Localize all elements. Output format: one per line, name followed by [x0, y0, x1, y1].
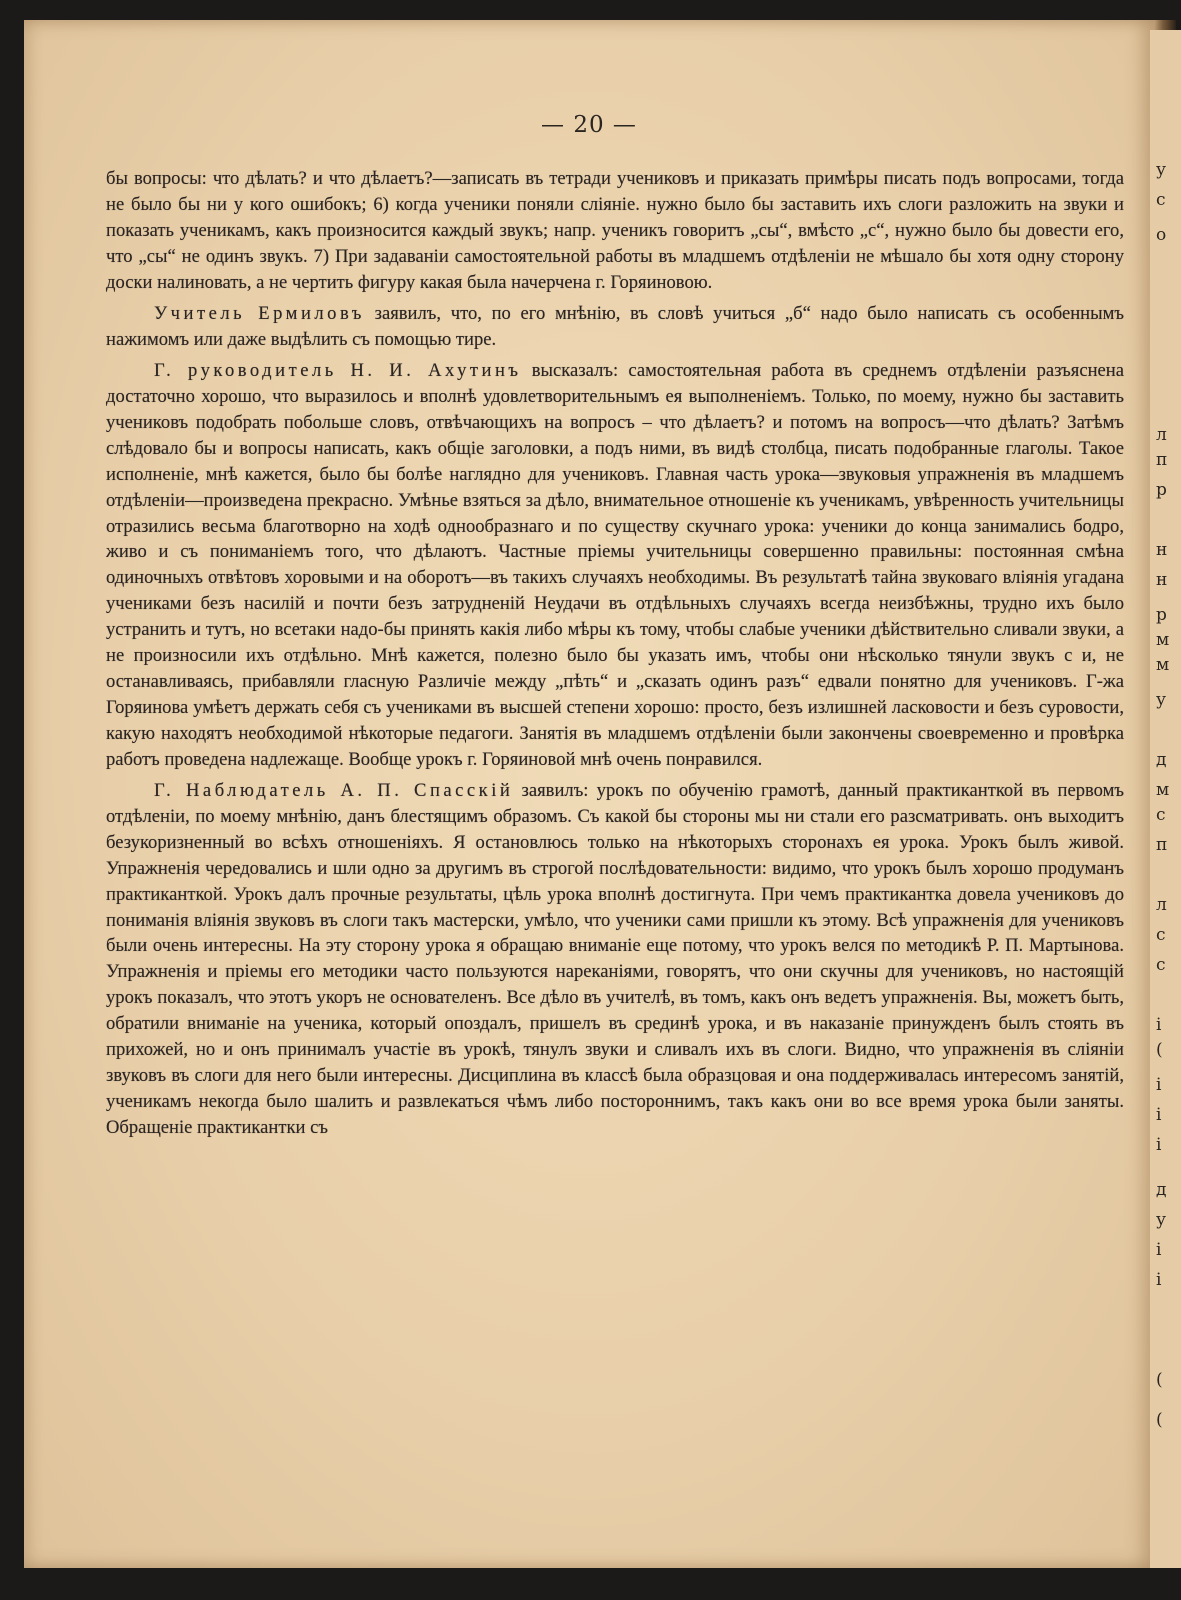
- next-page-margin-letter: с: [1156, 925, 1166, 945]
- paragraph-3: [106, 358, 1124, 773]
- next-page-margin-letter: і: [1156, 1105, 1162, 1125]
- next-page-margin-letter: у: [1156, 690, 1167, 710]
- next-page-margin-letter: (: [1156, 1370, 1163, 1390]
- next-page-margin-letter: (: [1156, 1410, 1163, 1430]
- next-page-margin-letter: п: [1156, 835, 1168, 855]
- next-page-margin-letter: с: [1156, 805, 1166, 825]
- next-page-margin-letter: н: [1156, 570, 1168, 590]
- paragraph-4-lead: Г. Наблюдатель А. П. Спасскій: [154, 780, 514, 802]
- next-page-margin-letter: д: [1156, 1180, 1167, 1200]
- paragraph-1-text: бы вопросы: что дѣлать? и что дѣлаетъ?—записать въ тетради учениковъ и приказать примѣры писать подъ вопросами, тогда не было бы ни у кого ошибокъ; 6) когда ученики поняли сліяніе. нужно было бы заставить ихъ слоги разложить на звуки и показать ученикамъ, какъ произносится каждый звукъ; напр. ученикъ говоритъ „сы“, вмѣсто „с“, нужно было бы довести его, что „сы“ не одинъ звукъ. 7) При задаваніи самостоятельной работы въ младшемъ отдѣленіи не мѣшало бы хотя одну сторону доски налиновать, а не чертить фигуру какая была начерчена г. Горяиновою.: [106, 168, 1124, 293]
- paragraph-2-text: заявилъ, что, по его мнѣнію, въ словѣ учиться „б“ надо было написать съ особеннымъ нажимомъ или даже выдѣлить съ помощью тире.: [106, 302, 1124, 350]
- next-page-margin-letter: м: [1156, 780, 1170, 800]
- page-number: — 20 —: [541, 112, 637, 138]
- body-text: [106, 166, 1124, 1146]
- next-page-margin-letter: м: [1156, 630, 1170, 650]
- paragraph-3-lead: Г. руководитель Н. И. Ахутинъ: [154, 360, 522, 382]
- next-page-margin-letter: у: [1156, 160, 1167, 180]
- next-page-margin-letter: у: [1156, 1210, 1167, 1230]
- next-page-margin-letter: і: [1156, 1270, 1162, 1290]
- paragraph-2-lead: Учитель Ермиловъ: [154, 302, 365, 324]
- next-page-margin-letter: і: [1156, 1075, 1162, 1095]
- next-page-margin-letter: р: [1156, 605, 1167, 625]
- next-page-margin-letter: л: [1156, 425, 1167, 445]
- next-page-margin-letter: м: [1156, 655, 1170, 675]
- next-page-margin-letter: (: [1156, 1040, 1163, 1060]
- paragraph-4: [106, 778, 1124, 1141]
- paragraph-4-text: заявилъ: урокъ по обученію грамотѣ, данный практиканткой въ первомъ отдѣленіи, по моему мнѣнію, данъ блестящимъ образомъ. Съ какой бы стороны мы ни стали его разсматривать. онъ выходитъ безукоризненный во всѣхъ отношеніяхъ. Я остановлюсь только на нѣкоторыхъ сторонахъ ея урока. Урокъ былъ живой. Упражненія чередовались и шли одно за другимъ въ строгой послѣдовательности: видимо, что урокъ былъ хорошо продуманъ практиканткой. Урокъ далъ прочные результаты, цѣль урока вполнѣ достигнута. При чемъ практикантка довела учениковъ до пониманія вліянія звуковъ въ слоги такъ мастерски, умѣло, что ученики сами пришли къ этому. Всѣ упражненія для учениковъ были очень интересны. На эту сторону урока я обращаю вниманіе еще потому, что урокъ велся по методикѣ Р. П. Мартынова. Упражненія и пріемы его методики часто пользуются нареканіями, говорятъ, что они скучны для учениковъ, но настоящій урокъ показалъ, что этотъ укоръ не основателенъ. Все дѣло въ учителѣ, въ томъ, какъ онъ ведетъ упражненія. Вы, можетъ быть, обратили вниманіе на ученика, который опоздалъ, пришелъ въ срединѣ урока, и въ наказаніе принужденъ былъ стоять въ прихожей, но и онъ принималъ участіе въ урокѣ, тянулъ звуки и сливалъ ихъ въ слоги. Видно, что упражненія въ сліяніи звуковъ въ слоги для него были интересны. Дисциплина въ классѣ была образцовая и она поддерживалась интересомъ занятій, ученикамъ некогда было шалить и развлекаться чѣмъ либо постороннимъ, такъ какъ они во все время урока были заняты. Обращеніе практикантки съ: [106, 780, 1124, 1138]
- next-page-margin-letter: д: [1156, 750, 1167, 770]
- next-page-margin-letter: і: [1156, 1015, 1162, 1035]
- next-page-edge: [1150, 30, 1181, 1568]
- next-page-margin-letter: і: [1156, 1240, 1162, 1260]
- next-page-margin-letter: с: [1156, 955, 1166, 975]
- paragraph-2: [106, 301, 1124, 353]
- paragraph-1: [106, 166, 1124, 296]
- next-page-margin-letter: о: [1156, 225, 1167, 245]
- next-page-margin-letter: н: [1156, 540, 1168, 560]
- paragraph-3-text: высказалъ: самостоятельная работа въ среднемъ отдѣленіи разъяснена достаточно хорошо, что выразилось и вполнѣ удовлетворительнымъ ея выполненіемъ. Только, по моему, нужно бы заставить учениковъ подобрать побольше словъ, отвѣчающихъ на вопросъ – что дѣлаетъ? и потомъ на вопросъ—что дѣлать? Затѣмъ слѣдовало бы и вопросы написать, какъ общіе заголовки, а подъ ними, въ видѣ столбца, писать подобранные глаголы. Такое исполненіе, мнѣ кажется, было бы болѣе наглядно для учениковъ. Главная часть урока—звуковыя упражненія въ младшемъ отдѣленіи—произведена прекрасно. Умѣнье взяться за дѣло, внимательное отношеніе къ ученикамъ, увѣренность учительницы отразились весьма благотворно на ходѣ однообразнаго и по существу скучнаго урока: ученики до конца занимались бодро, живо и съ пониманіемъ того, что дѣлаютъ. Частные пріемы учительницы совершенно правильны: постоянная смѣна одиночныхъ отвѣтовъ хоровыми и на оборотъ—въ такихъ случаяхъ необходимы. Въ результатѣ тайна звуковаго вліянія угадана учениками безъ насилій и почти безъ затрудненій Неудачи въ отдѣльныхъ случаяхъ всегда неизбѣжны, трудно ихъ было устранить и тутъ, но всетаки надо-бы принять какія либо мѣры къ тому, чтобы слабые ученики дѣйствительно сливали звуки, а не произносили ихъ отдѣльно. Мнѣ кажется, полезно было бы указать имъ, чтобы они нѣсколько тянули звукъ с и, не останавливаясь, прибавляли гласную Различіе между „пѣть“ и „сказать одинъ разъ“ едвали понятно для учениковъ. Г-жа Горяинова умѣетъ держать себя съ учениками въ высшей степени хорошо: просто, безъ излишней ласковости и безъ суровости, какую находятъ необходимой нѣкоторые педагоги. Занятія въ младшемъ отдѣленіи были закончены своевременно и провѣрка работъ проведена надлежаще. Вообще урокъ г. Горяиновой мнѣ очень понравился.: [106, 360, 1125, 770]
- next-page-margin-letter: п: [1156, 450, 1168, 470]
- next-page-margin-letter: л: [1156, 895, 1167, 915]
- next-page-margin-letter: с: [1156, 190, 1166, 210]
- next-page-margin-letter: р: [1156, 480, 1167, 500]
- book-page: [24, 20, 1154, 1568]
- next-page-margin-letter: і: [1156, 1135, 1162, 1155]
